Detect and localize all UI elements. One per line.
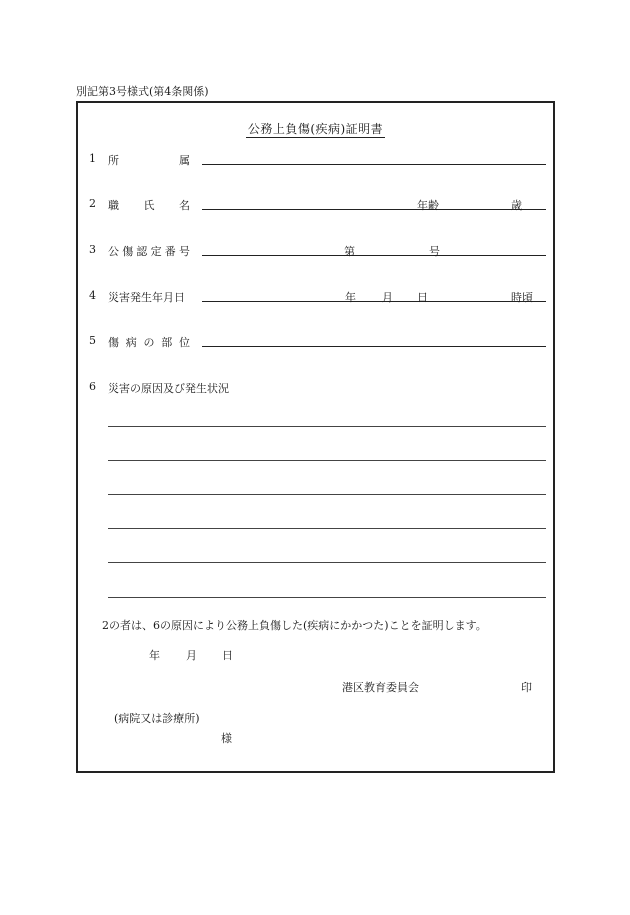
label-char: 公 xyxy=(108,245,119,258)
incident-date-input-line[interactable] xyxy=(202,301,546,302)
injury-site-label xyxy=(108,334,190,350)
incident-date-label: 災害発生年月日 xyxy=(108,291,185,304)
field-injury-site xyxy=(78,334,553,354)
affiliation-input-line[interactable] xyxy=(202,164,546,165)
certification-number-label xyxy=(108,243,190,259)
cert-month-unit: 月 xyxy=(186,649,197,662)
label-char: 号 xyxy=(178,245,190,258)
cause-writing-line[interactable] xyxy=(108,528,546,529)
certification-number-input-line[interactable] xyxy=(202,255,546,256)
month-unit: 月 xyxy=(382,291,393,304)
name-input-line[interactable] xyxy=(202,209,546,210)
form-title xyxy=(78,120,553,137)
item-number: 5 xyxy=(89,334,96,347)
label-char: 名 xyxy=(179,199,190,212)
day-unit: 日 xyxy=(417,291,428,304)
name-label xyxy=(108,197,190,213)
item-number: 3 xyxy=(89,243,96,256)
recipient-institution: (病院又は診療所) xyxy=(114,712,200,725)
certification-statement: 2の者は、6の原因により公務上負傷した(疾病にかかつた)ことを証明します。 xyxy=(102,619,487,632)
field-incident-date xyxy=(78,289,553,309)
age-label: 年齢 xyxy=(417,199,439,212)
label-char: 傷 xyxy=(122,245,134,258)
cause-writing-line[interactable] xyxy=(108,562,546,563)
label-char: 位 xyxy=(179,336,190,349)
incident-cause-label: 災害の原因及び発生状況 xyxy=(108,382,229,395)
field-affiliation xyxy=(78,152,553,172)
label-char: 所 xyxy=(108,154,119,167)
year-unit: 年 xyxy=(345,291,356,304)
field-name xyxy=(78,197,553,217)
issuer-name: 港区教育委員会 xyxy=(342,681,419,694)
field-incident-cause xyxy=(78,380,553,400)
item-number: 1 xyxy=(89,152,96,165)
cause-writing-line[interactable] xyxy=(108,460,546,461)
cause-writing-line[interactable] xyxy=(108,597,546,598)
cause-writing-line[interactable] xyxy=(108,494,546,495)
affiliation-label xyxy=(108,152,190,168)
number-prefix: 第 xyxy=(344,245,355,258)
label-char: 部 xyxy=(161,336,173,349)
label-char: 病 xyxy=(125,336,137,349)
number-suffix: 号 xyxy=(429,245,440,258)
label-char: 属 xyxy=(179,154,190,167)
recipient-honorific: 様 xyxy=(221,732,232,745)
form-title-text: 公務上負傷(疾病)証明書 xyxy=(247,122,384,136)
cause-writing-line[interactable] xyxy=(108,426,546,427)
item-number: 4 xyxy=(89,289,96,302)
label-char: 職 xyxy=(108,199,119,212)
item-number: 6 xyxy=(89,380,96,393)
item-number: 2 xyxy=(89,197,96,210)
time-unit: 時頃 xyxy=(511,291,533,304)
injury-site-input-line[interactable] xyxy=(202,346,546,347)
cert-day-unit: 日 xyxy=(222,649,233,662)
label-char: の xyxy=(143,336,155,349)
seal-mark: 印 xyxy=(521,681,532,694)
age-unit: 歳 xyxy=(511,199,522,212)
form-reference-note: 別記第3号様式(第4条関係) xyxy=(76,85,209,98)
field-certification-number xyxy=(78,243,553,263)
certificate-form xyxy=(76,101,555,773)
label-char: 氏 xyxy=(143,199,155,212)
label-char: 定 xyxy=(150,245,162,258)
cert-year-unit: 年 xyxy=(149,649,160,662)
label-char: 認 xyxy=(136,245,148,258)
label-char: 傷 xyxy=(108,336,119,349)
label-char: 番 xyxy=(164,245,176,258)
